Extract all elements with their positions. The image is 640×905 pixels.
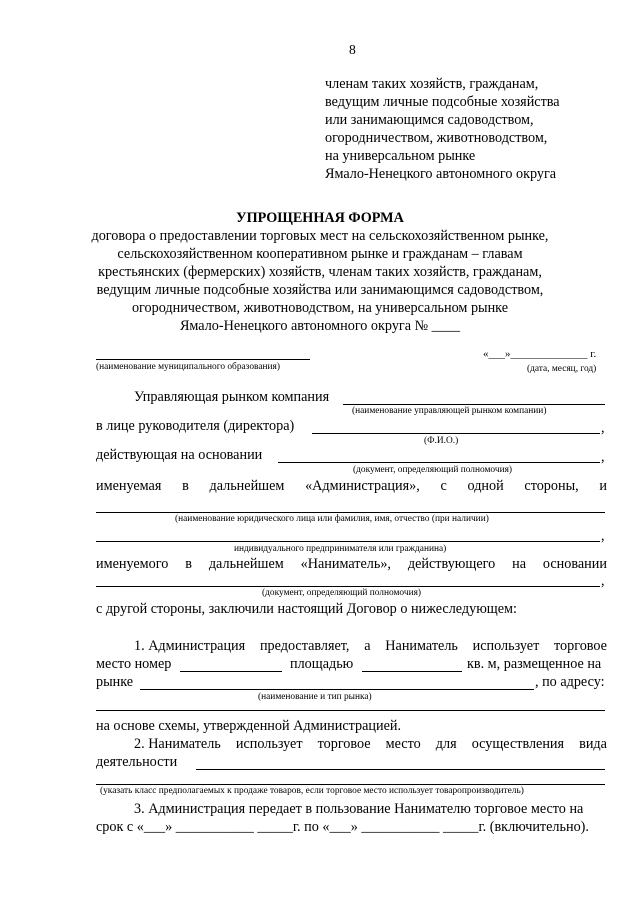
clause3-line2[interactable]: срок с «___» ___________ _____г. по «___» ___________ _____г. (включительно).	[96, 819, 589, 835]
clause1-address-label: , по адресу:	[535, 674, 605, 690]
hint-market: (наименование и тип рынка)	[258, 692, 372, 702]
word: а	[364, 638, 371, 654]
word: Наниматель	[385, 638, 458, 654]
market-field[interactable]	[140, 689, 534, 690]
activity-field[interactable]	[196, 769, 605, 770]
clause1-placed-label: кв. м, размещенное на	[467, 656, 602, 672]
addressee-line-2: ведущим личные подсобные хозяйства	[325, 94, 560, 110]
clause1-area-label: площадью	[290, 656, 354, 672]
word: торговое	[317, 736, 371, 752]
addressee-line-3: или занимающимся садоводством,	[325, 112, 534, 128]
clause1-market-label: рынке	[96, 674, 134, 690]
form-title: УПРОЩЕННАЯ ФОРМА	[236, 210, 404, 226]
subtitle-line-3: крестьянских (фермерских) хозяйств, членам таких хозяйств, гражданам,	[98, 264, 542, 280]
tenant-comma: ,	[601, 573, 605, 589]
subtitle-line-4: ведущим личные подсобные хозяйства или занимающимся садоводством,	[96, 282, 544, 298]
hint-entity: (наименование юридического лица или фамилия, имя, отчество (при наличии)	[175, 514, 489, 524]
word: 1. Администрация	[134, 638, 246, 654]
hint-entrepreneur: индивидуального предпринимателя или гражданина)	[234, 544, 447, 554]
director-field[interactable]	[312, 433, 600, 434]
entity-field[interactable]	[96, 512, 605, 513]
word: стороны,	[524, 478, 579, 494]
hint-fio: (Ф.И.О.)	[424, 436, 459, 446]
addressee-line-1: членам таких хозяйств, гражданам,	[325, 76, 539, 92]
subtitle-line-5: огородничеством, животноводством, на универсальном рынке	[131, 300, 509, 316]
clause1-line4: на основе схемы, утвержденной Администрацией.	[96, 718, 402, 734]
municipality-field[interactable]	[96, 359, 310, 360]
other-side-line: с другой стороны, заключили настоящий Договор о нижеследующем:	[96, 601, 517, 617]
date-field[interactable]: «___»______________ г.	[483, 348, 597, 360]
word: место	[385, 736, 421, 752]
clause3-line1: 3. Администрация передает в пользование Нанимателю торговое место на	[134, 801, 584, 817]
page-number: 8	[349, 42, 356, 57]
hint-company: (наименование управляющей рынком компании)	[352, 406, 547, 416]
word: 2. Наниматель	[134, 736, 221, 752]
director-comma: ,	[601, 420, 605, 436]
clause2-activity-label: деятельности	[96, 754, 178, 770]
activity-field-2[interactable]	[96, 784, 605, 785]
hint-goods: (указать класс предполагаемых к продаже товаров, если торговое место использует товаропроизводитель)	[100, 786, 524, 796]
basis-comma: ,	[601, 449, 605, 465]
hint-date: (дата, месяц, год)	[527, 364, 597, 374]
address-field[interactable]	[96, 710, 605, 711]
subtitle-line-2: сельскохозяйственном кооперативном рынке и гражданам – главам	[117, 246, 523, 262]
basis-label: действующая на основании	[96, 447, 263, 463]
word: именуемая	[96, 478, 162, 494]
tenant-named-line	[96, 556, 607, 573]
word: осуществления	[471, 736, 565, 752]
subtitle-line-1: договора о предоставлении торговых мест на сельскохозяйственном рынке,	[91, 228, 549, 244]
word: дальнейшем	[208, 556, 284, 572]
word: на	[512, 556, 526, 572]
word: одной	[467, 478, 504, 494]
addressee-line-5: на универсальном рынке	[325, 148, 476, 164]
hint-document-2: (документ, определяющий полномочия)	[262, 588, 422, 598]
area-field[interactable]	[362, 671, 462, 672]
entity-comma: ,	[601, 528, 605, 544]
word: основании	[542, 556, 607, 572]
word: для	[435, 736, 457, 752]
director-label: в лице руководителя (директора)	[96, 418, 295, 434]
word: предоставляет,	[259, 638, 350, 654]
clause1-place-label: место номер	[96, 656, 172, 672]
tenant-basis-field[interactable]	[96, 586, 600, 587]
word: именуемого	[96, 556, 169, 572]
hint-municipality: (наименование муниципального образования)	[96, 362, 280, 372]
company-field[interactable]	[343, 404, 605, 405]
word: «Наниматель»,	[300, 556, 391, 572]
clause1-line1	[134, 638, 607, 655]
word: в	[182, 478, 189, 494]
basis-field[interactable]	[278, 462, 600, 463]
word: вида	[579, 736, 607, 752]
word: в	[185, 556, 192, 572]
word: использует	[235, 736, 303, 752]
addressee-line-4: огородничеством, животноводством,	[325, 130, 548, 146]
place-number-field[interactable]	[180, 671, 282, 672]
word: торговое	[554, 638, 607, 654]
clause2-line1	[134, 736, 607, 753]
word: действующего	[407, 556, 496, 572]
word: дальнейшем	[209, 478, 285, 494]
admin-named-line	[96, 478, 607, 495]
word: «Администрация»,	[305, 478, 420, 494]
word: с	[440, 478, 447, 494]
hint-document: (документ, определяющий полномочия)	[353, 465, 513, 475]
word: использует	[472, 638, 540, 654]
word: и	[599, 478, 607, 494]
subtitle-line-6: Ямало-Ненецкого автономного округа № ____	[179, 318, 461, 334]
entity-field-2[interactable]	[96, 541, 600, 542]
addressee-line-6: Ямало-Ненецкого автономного округа	[325, 166, 557, 182]
company-label: Управляющая рынком компания	[134, 389, 330, 405]
